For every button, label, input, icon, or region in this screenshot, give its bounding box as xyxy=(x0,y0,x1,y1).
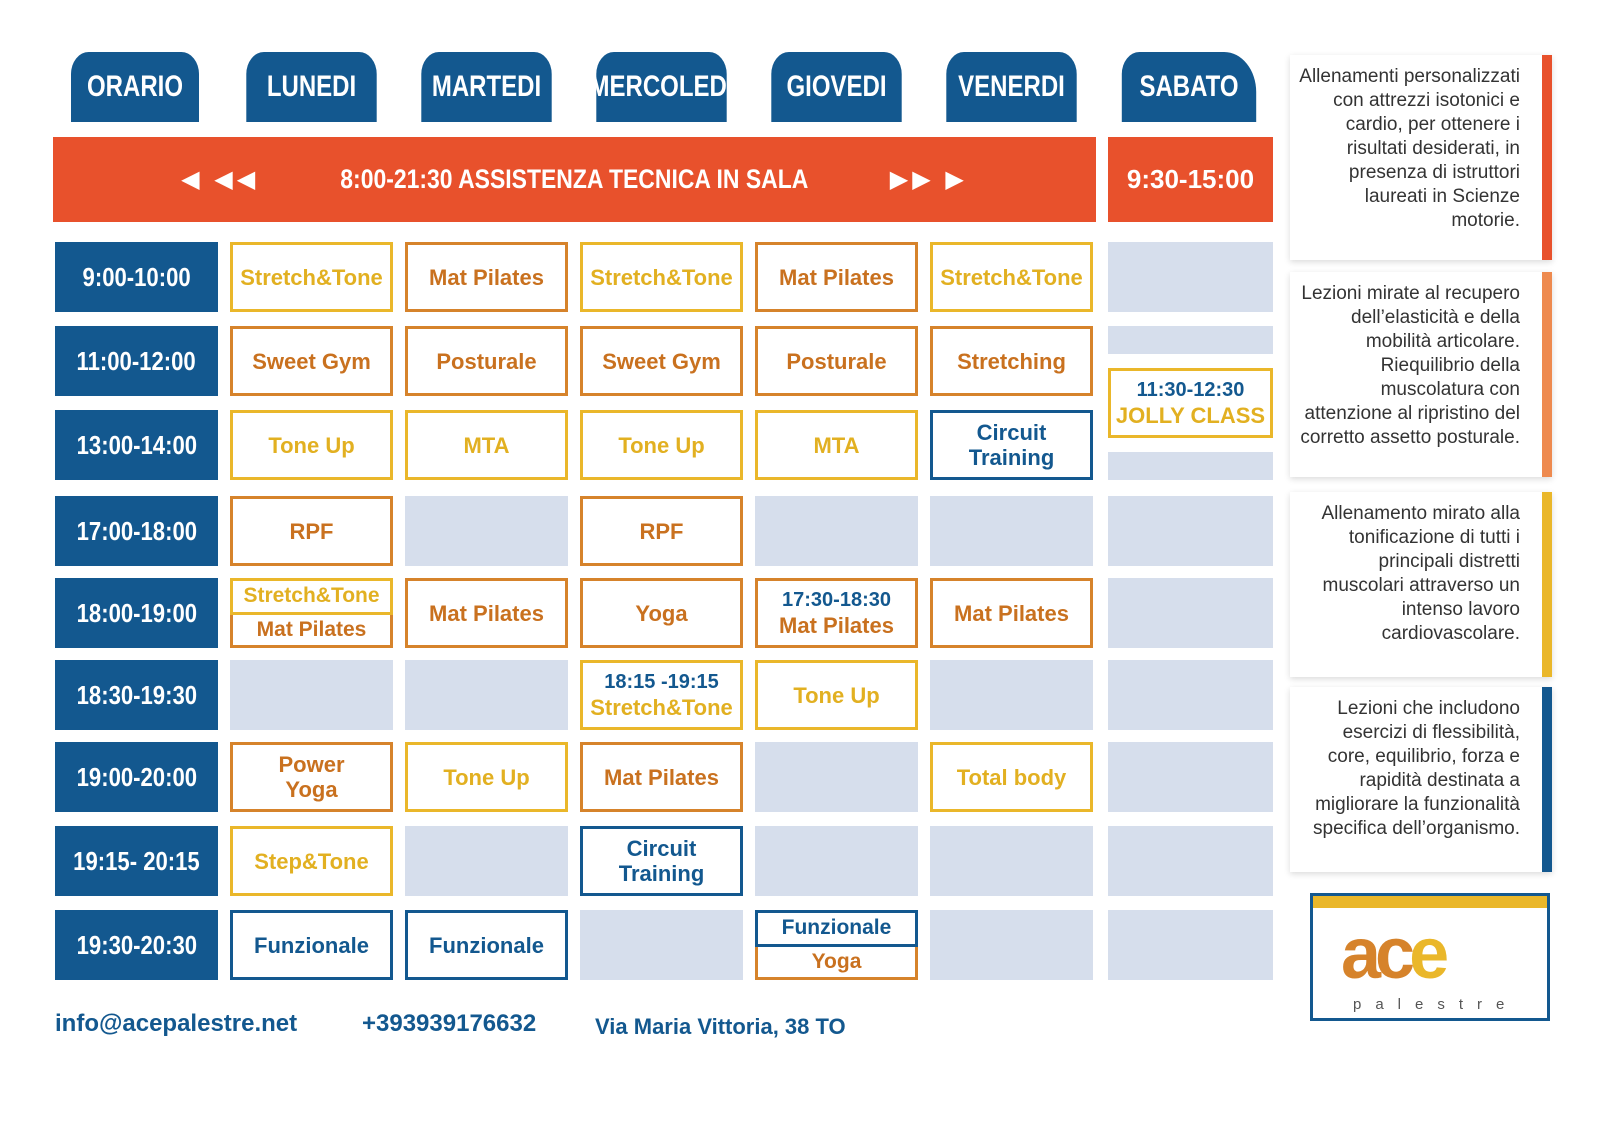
time-label: 17:00-18:00 xyxy=(55,496,218,566)
class-power-yoga: Power Yoga xyxy=(230,742,393,812)
class-rpf: RPF xyxy=(230,496,393,566)
class-split-monday xyxy=(230,578,393,648)
empty-slot xyxy=(1108,660,1273,730)
class-stretch-tone: Stretch&Tone xyxy=(230,242,393,312)
right-arrows-icon: ▶▶ ▶ xyxy=(889,166,968,193)
class-mat-pilates: Mat Pilates xyxy=(405,578,568,648)
contact-email[interactable]: info@acepalestre.net xyxy=(55,1010,298,1037)
class-circuit-training: Circuit Training xyxy=(580,826,743,896)
empty-slot xyxy=(930,826,1093,896)
class-tone-up: Tone Up xyxy=(580,410,743,480)
empty-slot xyxy=(930,910,1093,980)
time-label: 19:00-20:00 xyxy=(55,742,218,812)
empty-slot xyxy=(405,660,568,730)
class-total-body: Total body xyxy=(930,742,1093,812)
class-sweet-gym: Sweet Gym xyxy=(230,326,393,396)
time-label: 11:00-12:00 xyxy=(55,326,218,396)
header-sabato: SABATO xyxy=(1122,52,1256,122)
empty-slot xyxy=(1108,452,1273,480)
class-tone-up: Tone Up xyxy=(230,410,393,480)
class-mat-pilates: Mat Pilates xyxy=(580,742,743,812)
saturday-hours: 9:30-15:00 xyxy=(1108,137,1273,222)
time-label: 18:00-19:00 xyxy=(55,578,218,648)
class-mta: MTA xyxy=(755,410,918,480)
contact-phone[interactable]: +393939176632 xyxy=(362,1010,537,1037)
time-label: 13:00-14:00 xyxy=(55,410,218,480)
class-tone-up: Tone Up xyxy=(755,660,918,730)
empty-slot xyxy=(1108,742,1273,812)
empty-slot xyxy=(230,660,393,730)
assistance-banner xyxy=(53,137,1096,222)
class-mta: MTA xyxy=(405,410,568,480)
empty-slot xyxy=(755,742,918,812)
logo-stripe xyxy=(1313,896,1547,908)
header-martedi: MARTEDI xyxy=(421,52,551,122)
header-giovedi: GIOVEDI xyxy=(771,52,901,122)
class-mat-pilates: Mat Pilates xyxy=(405,242,568,312)
class-funzionale: Funzionale xyxy=(405,910,568,980)
class-sweet-gym: Sweet Gym xyxy=(580,326,743,396)
empty-slot xyxy=(1108,496,1273,566)
class-mat-pilates: Mat Pilates xyxy=(230,615,393,649)
class-stretch-tone: Stretch&Tone xyxy=(580,242,743,312)
empty-slot xyxy=(1108,242,1273,312)
contact-address: Via Maria Vittoria, 38 TO xyxy=(595,1014,846,1039)
class-mat-pilates: 17:30-18:30 Mat Pilates xyxy=(755,578,918,648)
class-mat-pilates: Mat Pilates xyxy=(755,242,918,312)
logo-subtitle: palestre xyxy=(1353,996,1519,1013)
class-yoga: Yoga xyxy=(580,578,743,648)
description-postural: Lezioni mirate al recupero dell’elasticità e della mobilità articolare. Riequilibrio della muscolatura con attenzione al ripristino del corretto assetto posturale. xyxy=(1290,272,1552,477)
empty-slot xyxy=(1108,326,1273,354)
empty-slot xyxy=(580,910,743,980)
header-mercoledi: MERCOLEDI xyxy=(596,52,726,122)
class-stretch-tone: 18:15 -19:15 Stretch&Tone xyxy=(580,660,743,730)
left-arrows-icon: ◀ ◀◀ xyxy=(181,166,260,193)
empty-slot xyxy=(1108,826,1273,896)
class-step-tone: Step&Tone xyxy=(230,826,393,896)
class-circuit-training: Circuit Training xyxy=(930,410,1093,480)
empty-slot xyxy=(1108,578,1273,648)
class-funzionale: Funzionale xyxy=(755,910,918,947)
class-stretch-tone: Stretch&Tone xyxy=(930,242,1093,312)
banner-text: 8:00-21:30 ASSISTENZA TECNICA IN SALA xyxy=(340,164,809,194)
class-posturale: Posturale xyxy=(755,326,918,396)
header-venerdi: VENERDI xyxy=(946,52,1076,122)
class-rpf: RPF xyxy=(580,496,743,566)
time-label: 18:30-19:30 xyxy=(55,660,218,730)
class-split-thursday xyxy=(755,910,918,980)
empty-slot xyxy=(930,660,1093,730)
class-posturale: Posturale xyxy=(405,326,568,396)
ace-logo xyxy=(1310,893,1550,1021)
class-tone-up: Tone Up xyxy=(405,742,568,812)
empty-slot xyxy=(930,496,1093,566)
header-orario: ORARIO xyxy=(71,52,199,122)
class-funzionale: Funzionale xyxy=(230,910,393,980)
empty-slot xyxy=(405,496,568,566)
time-label: 19:30-20:30 xyxy=(55,910,218,980)
class-yoga: Yoga xyxy=(755,947,918,981)
empty-slot xyxy=(405,826,568,896)
empty-slot xyxy=(755,496,918,566)
class-jolly: 11:30-12:30 JOLLY CLASS xyxy=(1108,368,1273,438)
header-lunedi: LUNEDI xyxy=(246,52,376,122)
class-mat-pilates: Mat Pilates xyxy=(930,578,1093,648)
time-label: 9:00-10:00 xyxy=(55,242,218,312)
class-stretching: Stretching xyxy=(930,326,1093,396)
empty-slot xyxy=(1108,910,1273,980)
empty-slot xyxy=(755,826,918,896)
class-stretch-tone: Stretch&Tone xyxy=(230,578,393,615)
description-personal-training: Allenamenti personalizzati con attrezzi isotonici e cardio, per ottenere i risultati desiderati, in presenza di istruttori laureati in Scienze motorie. xyxy=(1290,55,1552,260)
logo-word: ace xyxy=(1341,914,1444,994)
description-functional: Lezioni che includono esercizi di flessibilità, core, equilibrio, forza e rapidità destinata a migliorare la funzionalità specifica dell’organismo. xyxy=(1290,687,1552,872)
description-toning: Allenamento mirato alla tonificazione di tutti i principali distretti muscolari attraverso un intenso lavoro cardiovascolare. xyxy=(1290,492,1552,677)
time-label: 19:15- 20:15 xyxy=(55,826,218,896)
